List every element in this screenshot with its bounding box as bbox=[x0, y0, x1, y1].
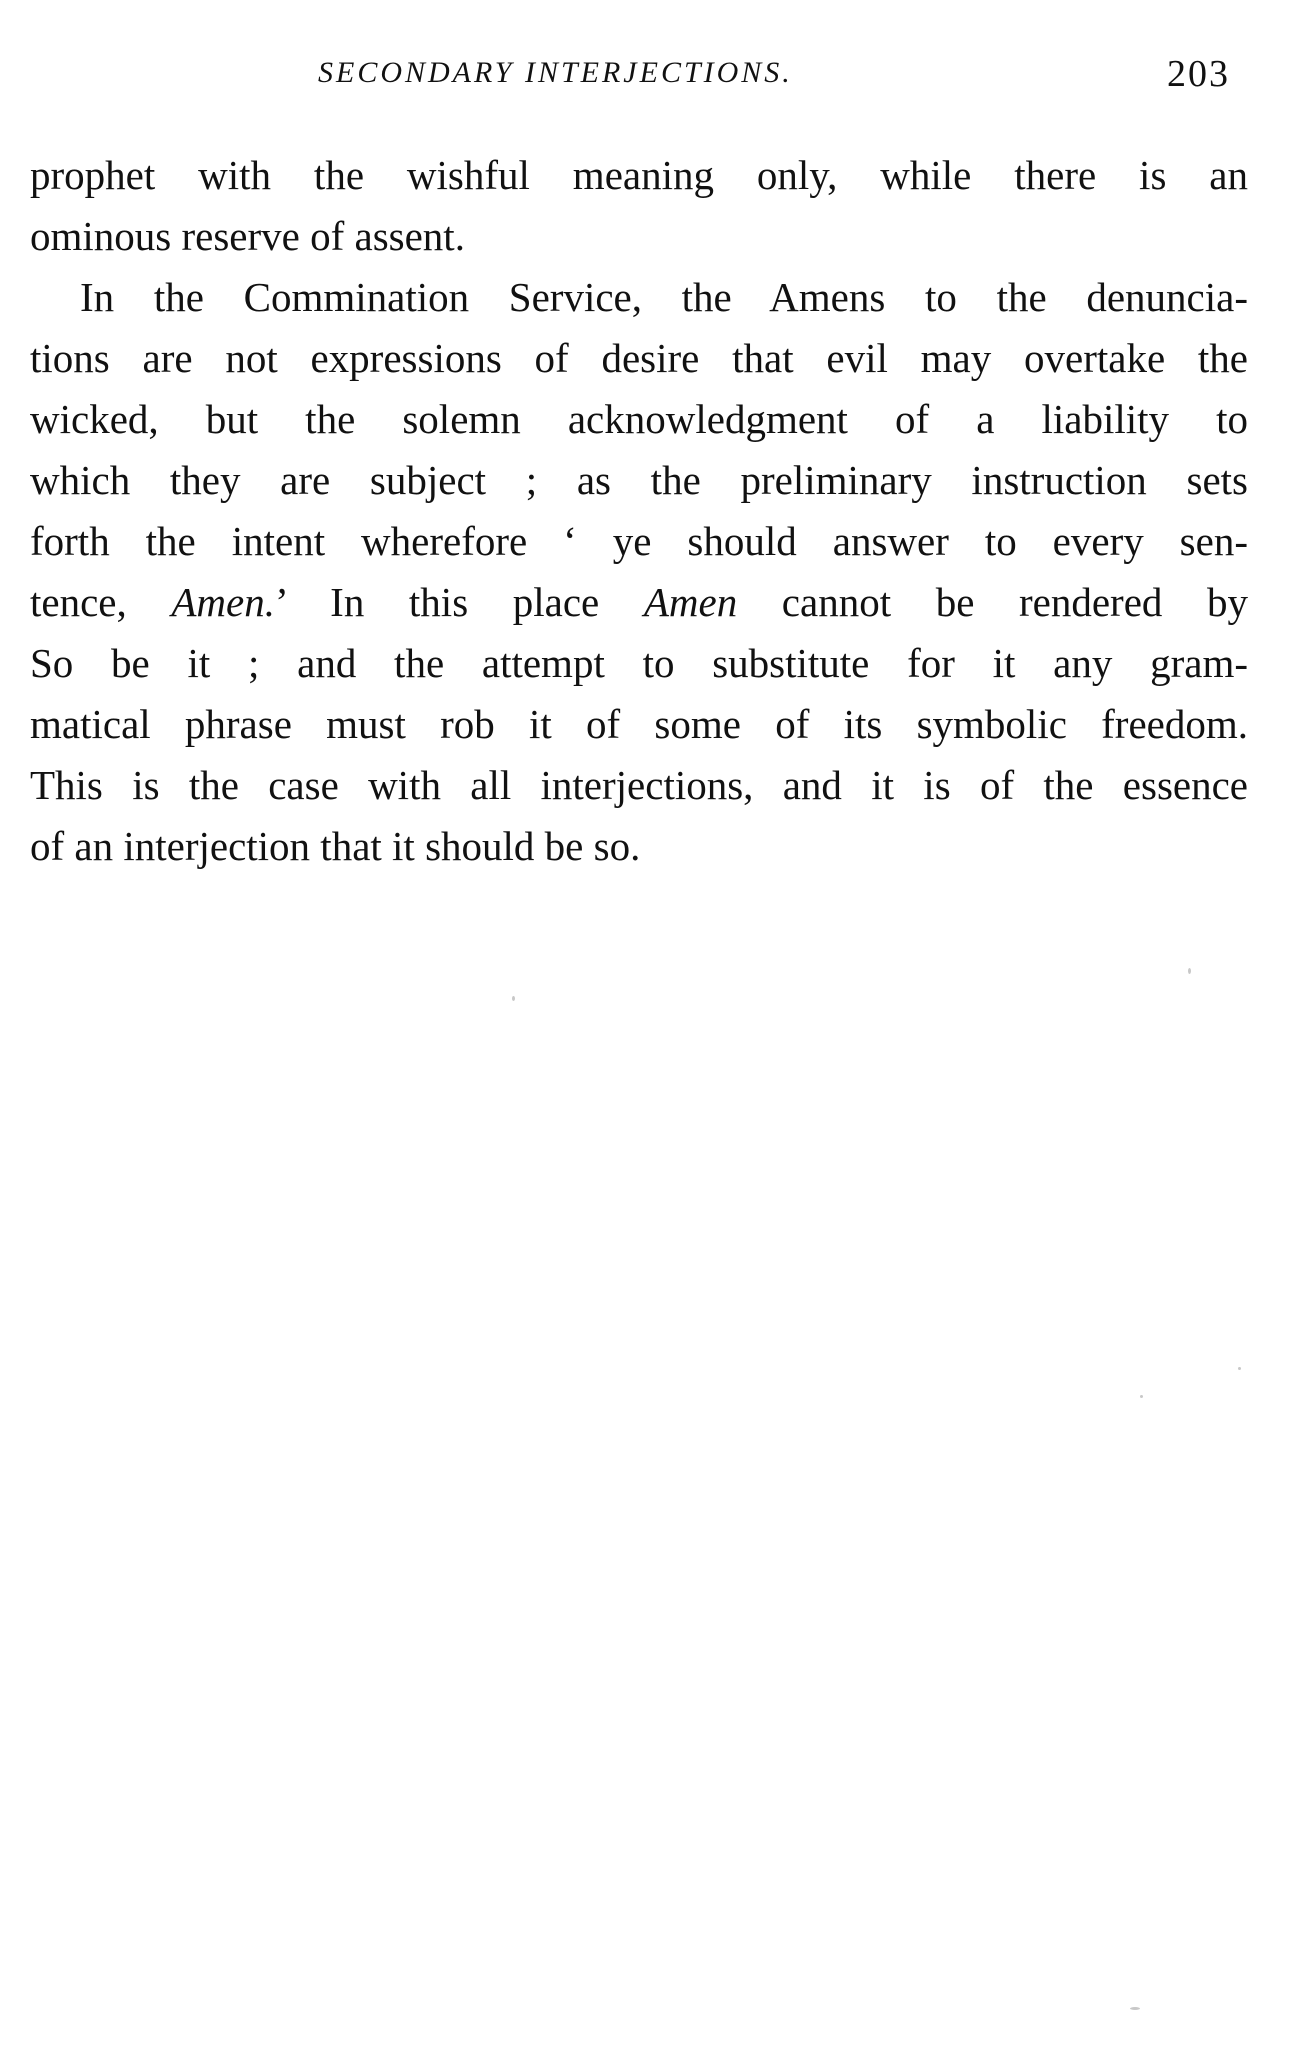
paper-speck bbox=[1188, 968, 1191, 974]
running-title: SECONDARY INTERJECTIONS. bbox=[318, 56, 793, 89]
text-line: matical phrase must rob it of some of its symbolic freedom. bbox=[30, 701, 1248, 747]
paper-speck bbox=[1140, 1395, 1143, 1398]
text-line: prophet with the wishful meaning only, while there is an bbox=[30, 152, 1248, 198]
text-line: forth the intent wherefore ‘ ye should answer to every sen- bbox=[30, 518, 1248, 564]
paper-speck bbox=[512, 996, 515, 1001]
text-line: tence, Amen.’ In this place Amen cannot be rendered by bbox=[30, 579, 1248, 625]
paragraph-1 bbox=[30, 145, 1248, 267]
text-line: which they are subject ; as the preliminary instruction sets bbox=[30, 457, 1248, 503]
text-line: So be it ; and the attempt to substitute for it any gram- bbox=[30, 640, 1248, 686]
italic-word-amen: Amen. bbox=[171, 579, 275, 625]
text-line: tions are not expressions of desire that evil may overtake the bbox=[30, 335, 1248, 381]
page-number: 203 bbox=[1167, 53, 1230, 95]
text-line: ominous reserve of assent. bbox=[30, 213, 465, 259]
paragraph-2 bbox=[30, 267, 1248, 877]
italic-word-amen: Amen bbox=[643, 579, 738, 625]
text-line: wicked, but the solemn acknowledgment of a liability to bbox=[30, 396, 1248, 442]
running-head bbox=[0, 53, 1300, 106]
paper-speck bbox=[1238, 1367, 1241, 1370]
paper-speck bbox=[1130, 2007, 1140, 2010]
text-line: This is the case with all interjections, and it is of the essence bbox=[30, 762, 1248, 808]
body-text bbox=[30, 145, 1248, 877]
text-line: In the Commination Service, the Amens to the denuncia- bbox=[80, 274, 1248, 320]
text-line: of an interjection that it should be so. bbox=[30, 823, 641, 869]
